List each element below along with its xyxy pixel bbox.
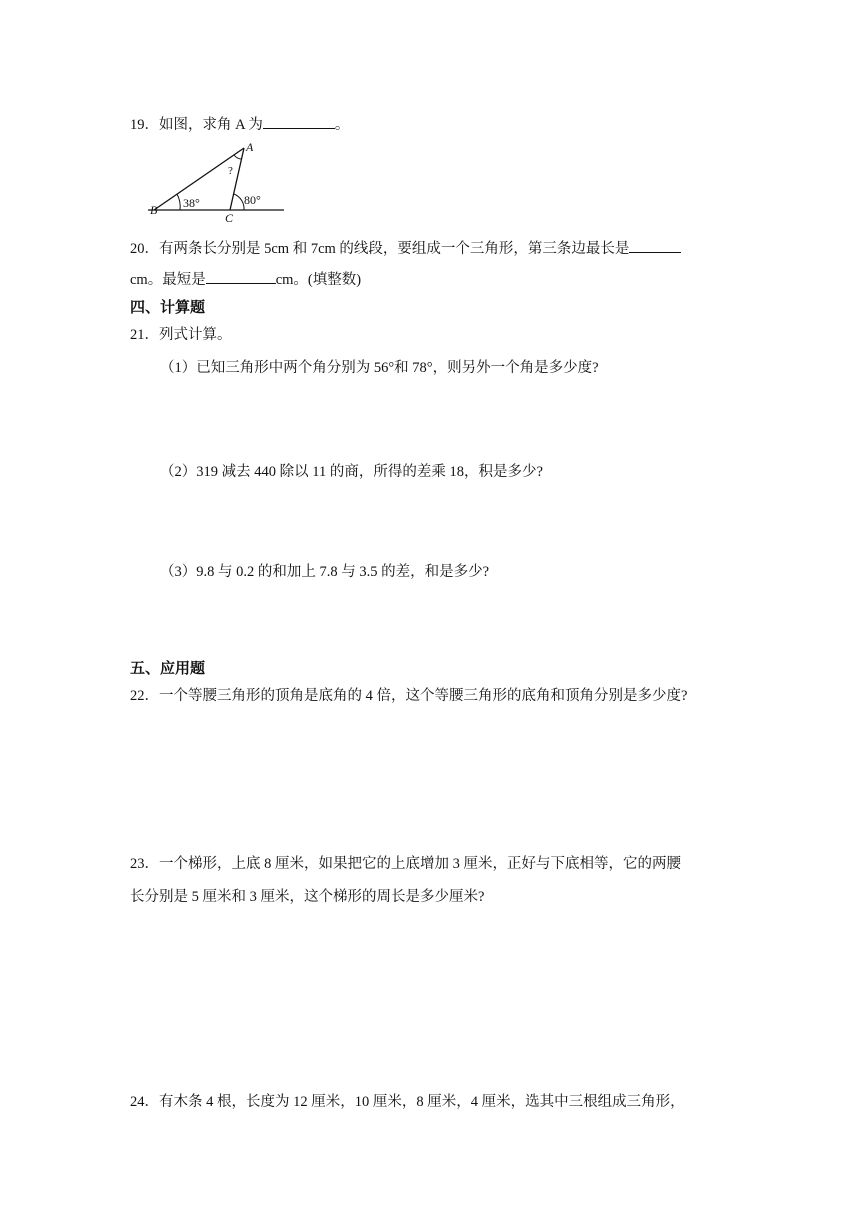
question-21-part-1: （1）已知三角形中两个角分别为 56°和 78°，则另外一个角是多少度?	[160, 360, 599, 376]
question-19-prefix: 19．如图，求角 A 为	[130, 117, 263, 133]
label-a: A	[246, 140, 254, 154]
label-c: C	[225, 211, 234, 224]
question-22: 22．一个等腰三角形的顶角是底角的 4 倍，这个等腰三角形的底角和顶角分别是多少度?	[130, 688, 688, 704]
section-4-title: 四、计算题	[130, 298, 206, 316]
question-19	[130, 113, 349, 135]
question-20-text-b: cm。(填整数)	[275, 272, 362, 288]
answer-blank-19[interactable]	[263, 113, 335, 129]
question-20-line2	[130, 268, 361, 290]
angle-b-label: 38°	[183, 196, 200, 210]
label-b: B	[150, 203, 158, 217]
question-20-text: 20．有两条长分别是 5cm 和 7cm 的线段，要组成一个三角形，第三条边最长是	[130, 241, 630, 257]
question-23-line2: 长分别是 5 厘米和 3 厘米，这个梯形的周长是多少厘米?	[130, 889, 485, 905]
answer-blank-20-min[interactable]	[206, 268, 276, 284]
question-20-text-a: cm。最短是	[130, 272, 206, 288]
arc-c	[234, 194, 244, 210]
arc-a	[234, 155, 242, 159]
unknown-angle-label: ?	[228, 165, 233, 177]
triangle-figure	[146, 138, 288, 224]
question-21-part-3: （3）9.8 与 0.2 的和加上 7.8 与 3.5 的差，和是多少?	[160, 564, 490, 580]
angle-c-label: 80°	[244, 193, 261, 207]
question-21-stem: 21．列式计算。	[130, 327, 232, 343]
arc-b	[177, 194, 180, 210]
question-24: 24．有木条 4 根，长度为 12 厘米，10 厘米，8 厘米，4 厘米，选其中三根组成三角形，	[130, 1094, 685, 1110]
question-20-line1	[130, 237, 681, 259]
section-5-title: 五、应用题	[130, 659, 206, 677]
answer-blank-20-max[interactable]	[629, 237, 681, 253]
question-23-line1: 23．一个梯形，上底 8 厘米，如果把它的上底增加 3 厘米，正好与下底相等，它的两腰	[130, 856, 681, 872]
question-19-suffix: 。	[334, 117, 350, 133]
question-21-part-2: （2）319 减去 440 除以 11 的商，所得的差乘 18，积是多少?	[160, 464, 543, 480]
